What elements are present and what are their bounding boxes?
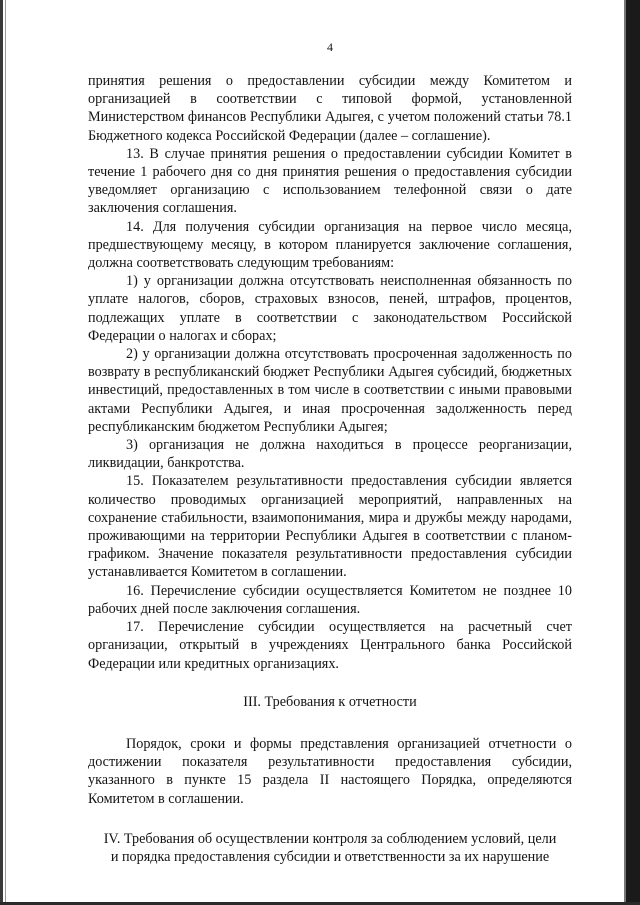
document-page <box>88 40 572 866</box>
scan-border-left <box>0 0 3 905</box>
requirement-1: 1) у организации должна отсутствовать неисполненная обязанность по уплате налогов, сборов, страховых взносов, пеней, штрафов, процентов, подлежащих уплате в соответствии с законодательством Российской Федерации о налогах и сборах; <box>88 273 572 344</box>
paragraph-continuation: принятия решения о предоставлении субсидии между Комитетом и организацией в соответствии с типовой формой, установленной Министерством финансов Республики Адыгея, с учетом положений статьи 78.1 Бюджетного кодекса Российской Федерации (далее – соглашение). <box>88 73 572 144</box>
scan-border-left-inner <box>5 0 6 905</box>
section-4-heading <box>80 830 580 866</box>
scan-border-right <box>626 0 640 905</box>
paragraph-17: 17. Перечисление субсидии осуществляется на расчетный счет организации, открытый в учреждениях Центрального банка Российской Федерации или кредитных организациях. <box>88 619 572 672</box>
requirement-3: 3) организация не должна находиться в процессе реорганизации, ликвидации, банкротства. <box>88 437 572 472</box>
section-4-heading-line-1: IV. Требования об осуществлении контроля за соблюдением условий, цели <box>103 830 557 847</box>
section-4-heading-line-2: и порядка предоставления субсидии и ответственности за их нарушение <box>110 848 550 865</box>
paragraph-15: 15. Показателем результативности предоставления субсидии является количество проводимых организацией мероприятий, направленных на сохранение стабильности, взаимопонимания, мира и дружбы между народами, проживающими на территории Республики Адыгея в соответствии с планом-графиком. Значение показателя результативности предоставления субсидии устанавливается Комитетом в соглашении. <box>88 473 572 581</box>
requirement-2: 2) у организации должна отсутствовать просроченная задолженность по возврату в республиканский бюджет Республики Адыгея субсидий, бюджетных инвестиций, предоставленных в том числе в соответствии с иными правовыми актами Республики Адыгея, и иная просроченная задолженность перед республиканским бюджетом Республики Адыгея; <box>88 346 572 435</box>
section-3-paragraph: Порядок, сроки и формы представления организацией отчетности о достижении показателя результативности предоставления субсидии, указанного в пункте 15 раздела II настоящего Порядка, определяются Комитетом в соглашении. <box>88 735 572 807</box>
paragraph-16: 16. Перечисление субсидии осуществляется Комитетом не позднее 10 рабочих дней после заключения соглашения. <box>88 582 572 617</box>
page-number: 4 <box>327 40 333 54</box>
section-3-heading: III. Требования к отчетности <box>243 693 417 710</box>
paragraph-13: 13. В случае принятия решения о предоставлении субсидии Комитет в течение 1 рабочего дня со дня принятия решения о предоставления субсидии уведомляет организацию с использованием телефонной связи о дате заключения соглашения. <box>88 145 572 217</box>
paragraph-14: 14. Для получения субсидии организация на первое число месяца, предшествующему месяцу, в котором планируется заключение соглашения, должна соответствовать следующим требованиям: <box>88 218 572 272</box>
